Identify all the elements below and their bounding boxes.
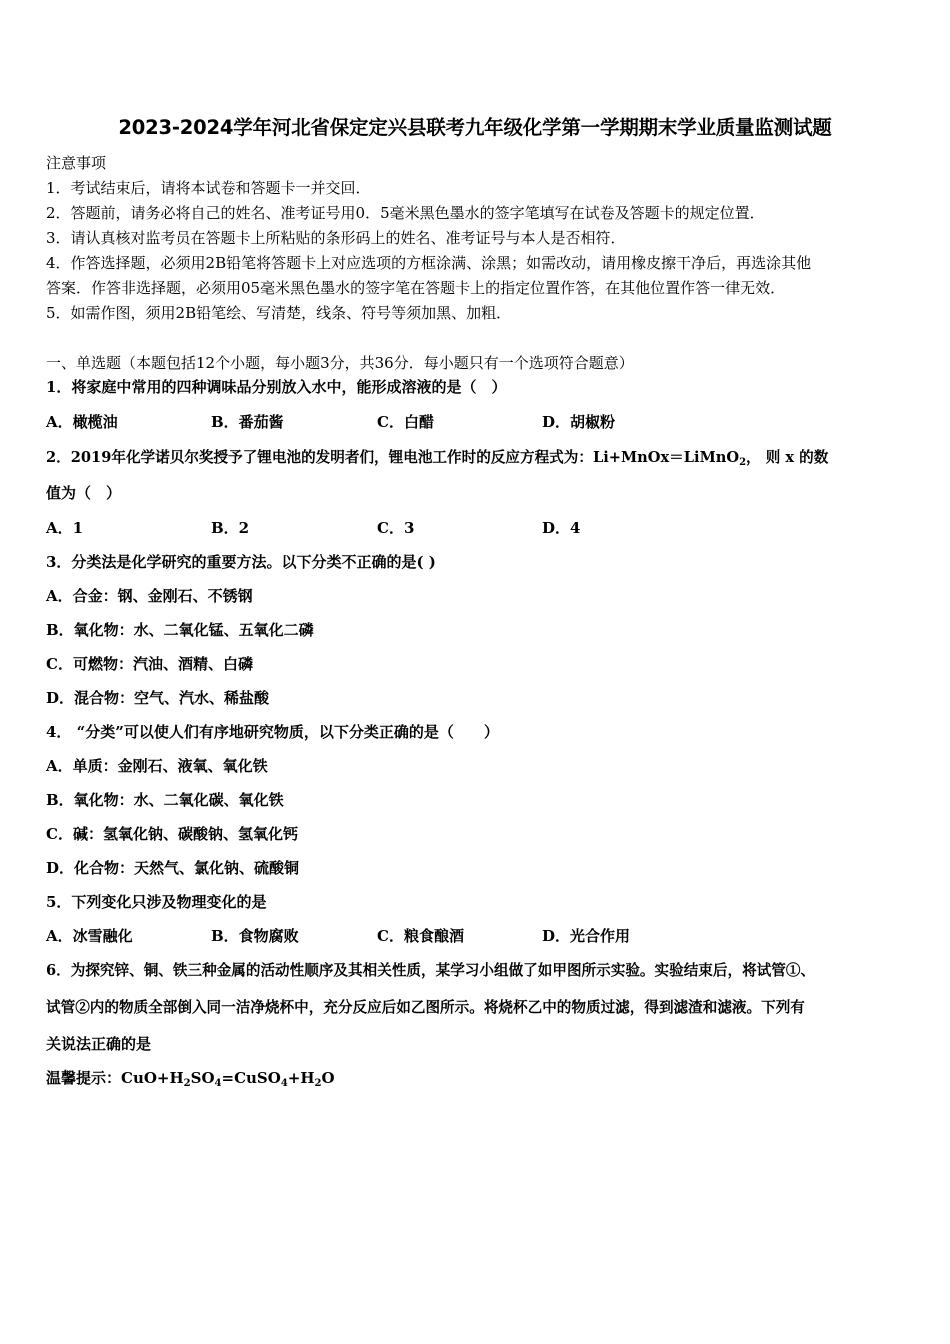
hint-formula: =CuSO [221,1069,281,1087]
question-6-hint [46,1067,335,1088]
question-1-option-d: D．胡椒粉 [542,413,616,431]
question-2-stem-text: 2．2019年化学诺贝尔奖授予了锂电池的发明者们，锂电池工作时的反应方程式为：Li+MnOx＝LiMnO [46,449,740,466]
page-title: 2023-2024学年河北省保定定兴县联考九年级化学第一学期期末学业质量监测试题 [118,116,832,139]
hint-subscript: 2 [183,1078,191,1089]
hint-formula: SO [190,1069,215,1087]
question-2-option-d: D．4 [542,519,581,537]
hint-subscript: 4 [280,1078,288,1089]
question-6-stem-line: 关说法正确的是 [46,1035,152,1053]
question-2-stem [46,446,828,467]
question-2-stem-end: ， 则 x 的数 [746,449,829,466]
question-2-option-b: B．2 [211,519,250,537]
question-3-option-c: C．可燃物：汽油、酒精、白磷 [46,655,253,673]
hint-subscript: 2 [314,1078,322,1089]
question-6-stem-line: 6．为探究锌、铜、铁三种金属的活动性顺序及其相关性质，某学习小组做了如甲图所示实验。实验结束后，将试管①、 [46,962,816,979]
question-5-option-d: D．光合作用 [542,927,631,945]
question-1-option-c: C．白醋 [377,413,434,431]
notice-item: 3．请认真核对监考员在答题卡上所粘贴的条形码上的姓名、准考证号与本人是否相符． [46,229,626,247]
question-1-option-b: B．番茄酱 [211,413,284,431]
hint-subscript: 4 [214,1078,222,1089]
question-6-stem-line: 试管②内的物质全部倒入同一洁净烧杯中，充分反应后如乙图所示。将烧杯乙中的物质过滤，得到滤渣和滤液。下列有 [46,999,805,1016]
question-5-option-a: A．冰雪融化 [46,927,133,945]
question-5-option-b: B．食物腐败 [211,927,299,945]
notice-item: 5．如需作图，须用2B铅笔绘、写清楚，线条、符号等须加黑、加粗． [46,304,512,322]
question-3-option-a: A．合金：钢、金刚石、不锈钢 [46,587,253,605]
notice-item: 2．答题前，请务必将自己的姓名、准考证号用0．5毫米黑色墨水的签字笔填写在试卷及答题卡的规定位置． [46,204,765,222]
question-2-stem-line2: 值为（ ） [46,484,122,502]
question-4-option-c: C．碱：氢氧化钠、碳酸钠、氢氧化钙 [46,825,298,843]
notice-item: 答案．作答非选择题，必须用05毫米黑色墨水的签字笔在答题卡上的指定位置作答，在其他位置作答一律无效． [46,279,786,297]
question-3-option-d: D．混合物：空气、汽水、稀盐酸 [46,689,270,707]
hint-formula: CuO+H [121,1069,184,1087]
question-1-option-a: A．橄榄油 [46,413,118,431]
notice-item: 4．作答选择题，必须用2B铅笔将答题卡上对应选项的方框涂满、涂黑；如需改动，请用橡皮擦干净后，再选涂其他 [46,254,812,272]
hint-formula: +H [287,1069,315,1087]
question-5-option-c: C．粮食酿酒 [377,927,464,945]
question-4-option-a: A．单质：金刚石、液氧、氧化铁 [46,757,268,775]
question-2-option-c: C．3 [377,519,415,537]
notice-heading: 注意事项 [46,154,107,172]
question-4-stem: 4． “分类”可以使人们有序地研究物质，以下分类正确的是（ ） [46,723,499,741]
question-4-option-d: D．化合物：天然气、氯化钠、硫酸铜 [46,859,300,877]
section-heading: 一、单选题（本题包括12个小题，每小题3分，共36分．每小题只有一个选项符合题意） [46,354,634,372]
hint-formula: O [321,1069,335,1087]
question-5-stem: 5．下列变化只涉及物理变化的是 [46,893,267,911]
hint-label: 温馨提示： [46,1069,122,1087]
question-3-stem: 3．分类法是化学研究的重要方法。以下分类不正确的是( ) [46,553,436,571]
question-1-stem: 1．将家庭中常用的四种调味品分别放入水中，能形成溶液的是（ ） [46,378,507,396]
question-2-option-a: A．1 [46,519,84,537]
question-2-subscript: 2 [739,457,747,468]
question-3-option-b: B．氧化物：水、二氧化锰、五氧化二磷 [46,621,314,639]
notice-item: 1．考试结束后，请将本试卷和答题卡一并交回． [46,179,371,197]
question-4-option-b: B．氧化物：水、二氧化碳、氧化铁 [46,791,284,809]
